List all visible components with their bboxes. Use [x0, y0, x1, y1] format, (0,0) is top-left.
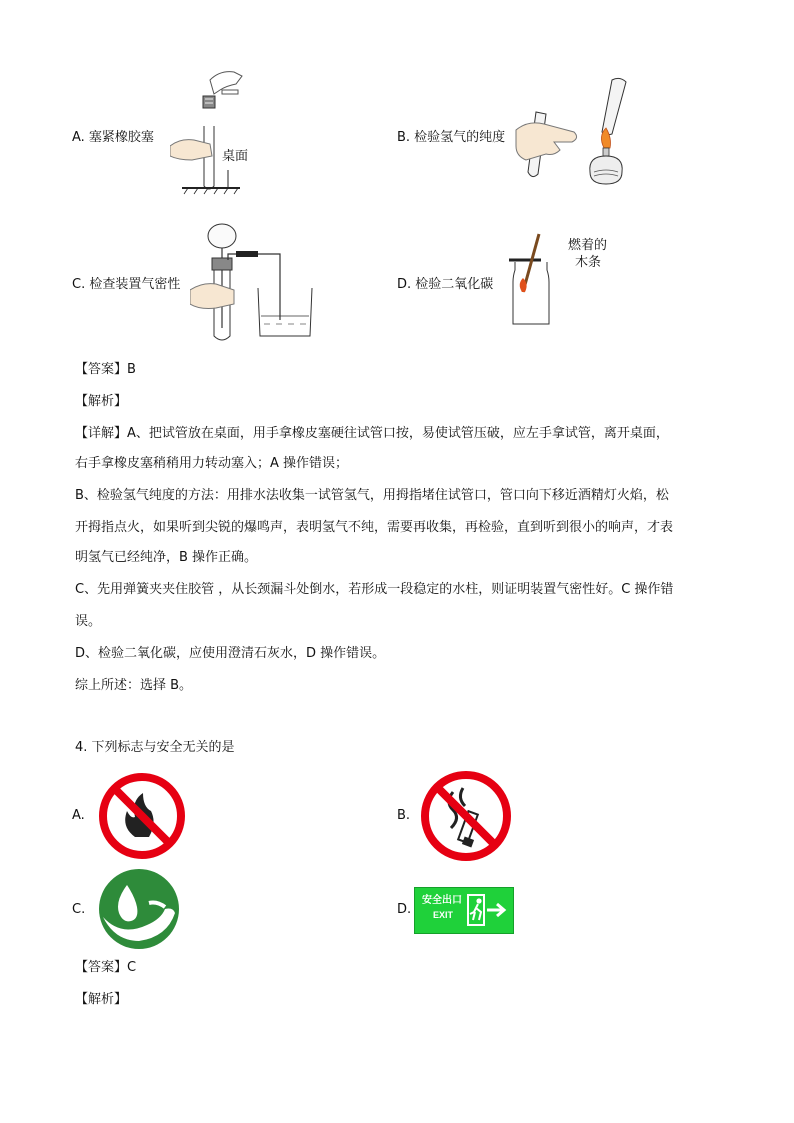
no-fire-sign-icon: [97, 771, 187, 861]
q4-option-d-label: D.: [397, 902, 412, 917]
figure-hydrogen-purity-test: [514, 76, 644, 191]
explanation-line: B、检验氢气纯度的方法：用排水法收集一试管氢气，用拇指堵住试管口，管口向下移近酒精灯火焰，松: [75, 488, 669, 503]
q4-option-b-label: B.: [397, 808, 411, 823]
figure-d-text-stick: 木条: [575, 255, 602, 270]
figure-stopper-insertion: [170, 66, 255, 196]
option-a-label: A. 塞紧橡胶塞: [72, 130, 154, 145]
figure-airtightness-check: [190, 220, 320, 345]
q3-analysis-title: 【解析】: [75, 394, 128, 409]
exit-sign-text-cn: 安全出口: [422, 895, 462, 906]
q4-answer: 【答案】C: [75, 960, 137, 975]
q4-stem: 4. 下列标志与安全无关的是: [75, 740, 235, 755]
running-person-arrow-icon: [467, 894, 509, 926]
explanation-line: 明氢气已经纯净，B 操作正确。: [75, 550, 258, 565]
q3-answer: 【答案】B: [75, 362, 136, 377]
explanation-line: 右手拿橡皮塞稍稍用力转动塞入；A 操作错误；: [75, 456, 349, 471]
exit-sign: [414, 887, 514, 934]
q4-analysis-title: 【解析】: [75, 992, 128, 1007]
explanation-line: 综上所述：选择 B。: [75, 678, 193, 693]
q4-option-a-label: A.: [72, 808, 85, 823]
option-c-label: C. 检查装置气密性: [72, 277, 181, 292]
figure-d-text-burning: 燃着的: [568, 238, 608, 253]
figure-burning-stick-test: [505, 232, 565, 328]
water-saving-sign-icon: [97, 867, 181, 951]
explanation-line: 【详解】A、把试管放在桌面，用手拿橡皮塞硬往试管口按，易使试管压破，应左手拿试管，离开桌面，: [75, 426, 669, 441]
q4-option-c-label: C.: [72, 902, 86, 917]
option-d-label: D. 检验二氧化碳: [397, 277, 494, 292]
exit-sign-text-en: EXIT: [432, 910, 453, 920]
explanation-line: C、先用弹簧夹夹住胶管 ，从长颈漏斗处倒水，若形成一段稳定的水柱，则证明装置气密性好。C 操作错: [75, 582, 674, 597]
figure-a-text-table: 桌面: [222, 149, 249, 164]
option-b-label: B. 检验氢气的纯度: [397, 130, 506, 145]
explanation-line: D、检验二氧化碳，应使用澄清石灰水，D 操作错误。: [75, 646, 386, 661]
explanation-line: 误。: [75, 614, 102, 629]
no-smoking-sign-icon: [417, 768, 515, 864]
explanation-line: 开拇指点火，如果听到尖锐的爆鸣声，表明氢气不纯，需要再收集，再检验，直到听到很小的响声，才表: [75, 520, 674, 535]
